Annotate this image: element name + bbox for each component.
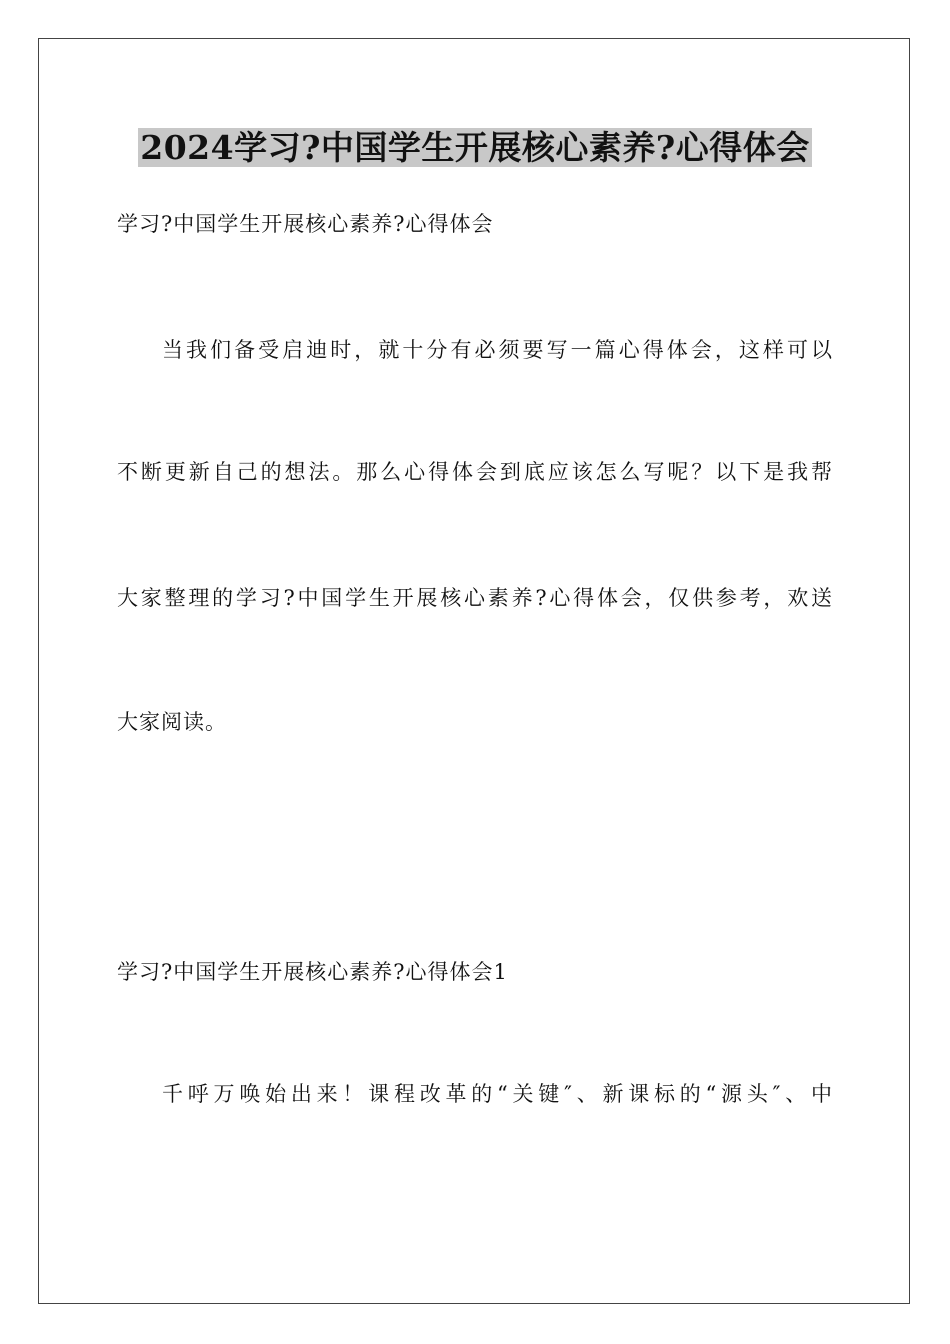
document-title: [0, 126, 950, 170]
document-subtitle: 学习?中国学生开展核心素养?心得体会: [117, 212, 494, 236]
section-heading: 学习?中国学生开展核心素养?心得体会1: [117, 960, 508, 984]
intro-paragraph-line: 大家整理的学习?中国学生开展核心素养?心得体会，仅供参考，欢送: [117, 586, 833, 610]
intro-paragraph-line: 当我们备受启迪时，就十分有必须要写一篇心得体会，这样可以: [162, 338, 833, 362]
intro-paragraph-line: 大家阅读。: [117, 710, 227, 734]
intro-paragraph-line: 不断更新自己的想法。那么心得体会到底应该怎么写呢？以下是我帮: [117, 460, 833, 484]
section-paragraph-line: 千呼万唤始出来！课程改革的“关键″、新课标的“源头″、中: [162, 1082, 833, 1106]
document-title-text: 2024学习?中国学生开展核心素养?心得体会: [140, 128, 810, 167]
